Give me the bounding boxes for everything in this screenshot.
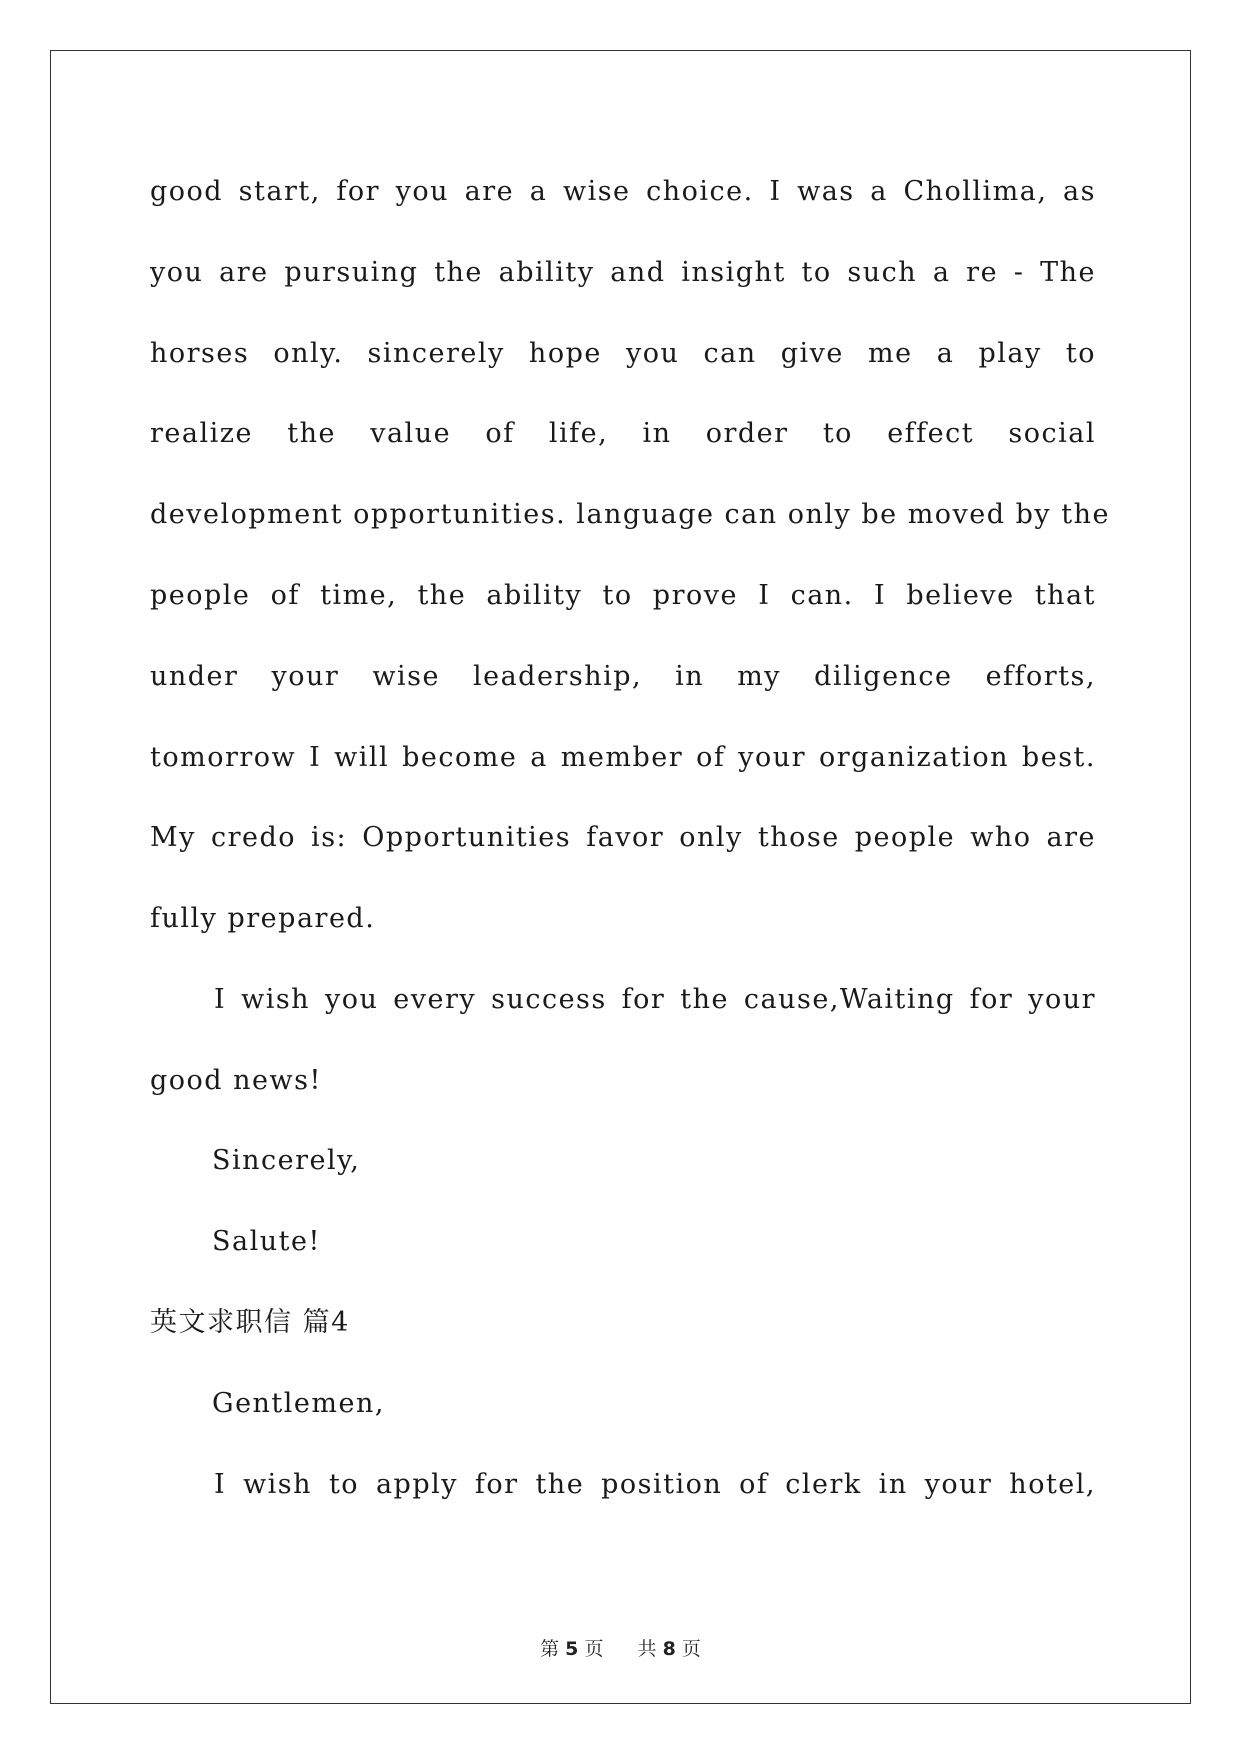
paragraph-line: I wish you every success for the cause,Waiting for your <box>214 984 1096 1015</box>
paragraph-line: horses only. sincerely hope you can give me a play to <box>150 338 1096 369</box>
footer-total-suffix: 页 <box>681 1638 701 1660</box>
paragraph-line: people of time, the ability to prove I can. I believe that <box>150 580 1096 611</box>
salutation-line: Gentlemen, <box>212 1388 385 1419</box>
footer-total-pages: 8 <box>662 1638 676 1660</box>
footer-page-number: 5 <box>565 1638 579 1660</box>
footer-page-suffix: 页 <box>584 1638 604 1660</box>
paragraph-line: tomorrow I will become a member of your organization best. <box>150 742 1096 773</box>
paragraph-line: good news! <box>150 1065 322 1096</box>
page-border <box>50 50 1191 1704</box>
paragraph-line: you are pursuing the ability and insight to such a re - The <box>150 257 1096 288</box>
page-footer <box>0 1634 1241 1661</box>
footer-total-prefix: 共 <box>637 1638 657 1660</box>
footer-page-prefix: 第 <box>540 1638 560 1660</box>
section-heading: 英文求职信 篇4 <box>150 1307 350 1338</box>
paragraph-line: fully prepared. <box>150 903 376 934</box>
paragraph-line: development opportunities. language can only be moved by the <box>150 499 1110 530</box>
paragraph-line: I wish to apply for the position of clerk in your hotel, <box>214 1469 1096 1500</box>
paragraph-line: My credo is: Opportunities favor only those people who are <box>150 822 1096 853</box>
paragraph-line: good start, for you are a wise choice. I was a Chollima, as <box>150 176 1096 207</box>
closing-line: Salute! <box>212 1226 321 1257</box>
paragraph-line: under your wise leadership, in my diligence efforts, <box>150 661 1096 692</box>
closing-line: Sincerely, <box>212 1145 361 1176</box>
paragraph-line: realize the value of life, in order to effect social <box>150 418 1096 449</box>
